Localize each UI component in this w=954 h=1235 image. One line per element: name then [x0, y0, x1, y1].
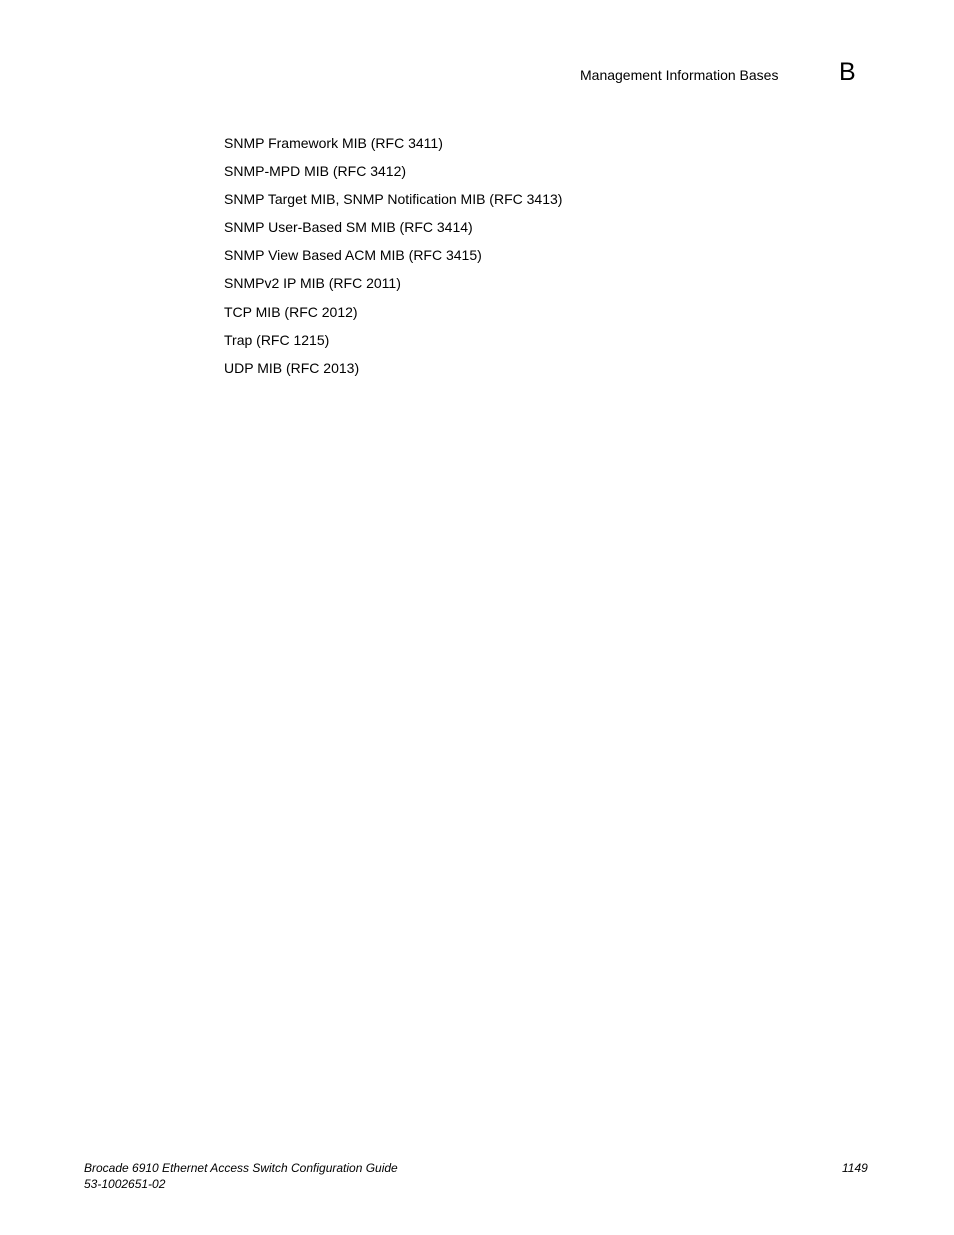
appendix-letter: B — [839, 58, 856, 86]
mib-list — [224, 134, 562, 387]
list-item: SNMP Framework MIB (RFC 3411) — [224, 135, 443, 151]
list-item: TCP MIB (RFC 2012) — [224, 303, 358, 320]
list-item: SNMP View Based ACM MIB (RFC 3415) — [224, 247, 482, 264]
page-footer — [0, 1161, 954, 1197]
doc-number: 53-1002651-02 — [84, 1177, 166, 1191]
list-item: SNMP-MPD MIB (RFC 3412) — [224, 163, 407, 180]
guide-title: Brocade 6910 Ethernet Access Switch Configuration Guide — [84, 1161, 398, 1175]
list-item: UDP MIB (RFC 2013) — [224, 359, 360, 376]
page-number: 1149 — [842, 1161, 868, 1175]
list-item: SNMP Target MIB, SNMP Notification MIB (RFC 3413) — [224, 191, 563, 208]
list-item: SNMP User-Based SM MIB (RFC 3414) — [224, 219, 473, 236]
page-header — [0, 58, 954, 88]
section-title: Management Information Bases — [580, 67, 779, 83]
list-item: Trap (RFC 1215) — [224, 331, 330, 348]
list-item: SNMPv2 IP MIB (RFC 2011) — [224, 275, 401, 292]
